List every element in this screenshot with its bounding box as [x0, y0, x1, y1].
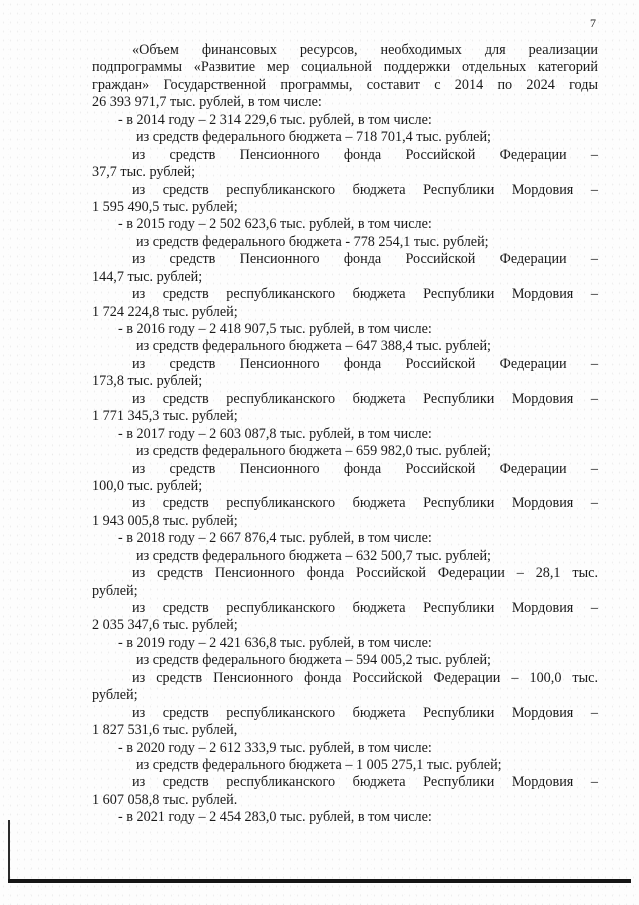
text-line: из средств Пенсионного фонда Российской Федерации –: [132, 251, 598, 268]
text-line: из средств федерального бюджета – 647 388,4 тыс. рублей;: [136, 338, 491, 355]
text-line: - в 2021 году – 2 454 283,0 тыс. рублей, в том числе:: [118, 809, 432, 826]
text-line: из средств федерального бюджета – 594 005,2 тыс. рублей;: [136, 652, 491, 669]
text-line: - в 2019 году – 2 421 636,8 тыс. рублей, в том числе:: [118, 634, 432, 651]
text-line: из средств Пенсионного фонда Российской Федерации –: [132, 146, 598, 163]
text-line: рублей;: [92, 582, 138, 599]
text-line: из средств Пенсионного фонда Российской Федерации –: [132, 460, 598, 477]
page-number: 7: [590, 16, 596, 30]
text-line: «Объем финансовых ресурсов, необходимых для реализации: [132, 42, 598, 58]
text-line: из средств республиканского бюджета Республики Мордовия –: [132, 286, 598, 303]
scan-edge-mark: [8, 820, 10, 882]
text-line: из средств Пенсионного фонда Российской Федерации –: [132, 355, 598, 372]
text-line: из средств республиканского бюджета Республики Мордовия –: [132, 181, 598, 198]
text-line: 37,7 тыс. рублей;: [92, 164, 196, 181]
text-line: из средств федерального бюджета – 1 005 275,1 тыс. рублей;: [136, 756, 502, 773]
text-line: из средств федерального бюджета - 778 254,1 тыс. рублей;: [136, 233, 489, 250]
text-line: 173,8 тыс. рублей;: [92, 373, 203, 390]
text-line: из средств республиканского бюджета Республики Мордовия –: [132, 495, 598, 512]
text-line: 1 827 531,6 тыс. рублей,: [92, 722, 238, 739]
text-line: 2 035 347,6 тыс. рублей;: [92, 617, 238, 634]
text-line: из средств федерального бюджета – 632 500,7 тыс. рублей;: [136, 547, 491, 564]
text-line: 100,0 тыс. рублей;: [92, 477, 203, 494]
text-line: из средств Пенсионного фонда Российской Федерации – 28,1 тыс.: [132, 565, 598, 582]
text-line: 26 393 971,7 тыс. рублей, в том числе:: [92, 94, 322, 111]
text-line: 1 607 058,8 тыс. рублей.: [92, 791, 238, 808]
text-line: 1 943 005,8 тыс. рублей;: [92, 512, 238, 529]
text-line: из средств федерального бюджета – 718 701,4 тыс. рублей;: [136, 129, 491, 146]
text-line: граждан» Государственной программы, составит с 2014 по 2024 годы: [92, 76, 598, 93]
text-line: 1 771 345,3 тыс. рублей;: [92, 408, 238, 425]
text-line: - в 2015 году – 2 502 623,6 тыс. рублей, в том числе:: [118, 216, 432, 233]
text-line: из средств республиканского бюджета Республики Мордовия –: [132, 390, 598, 407]
text-line: из средств республиканского бюджета Республики Мордовия –: [132, 704, 598, 721]
text-line: - в 2020 году – 2 612 333,9 тыс. рублей, в том числе:: [118, 739, 432, 756]
text-line: из средств Пенсионного фонда Российской Федерации – 100,0 тыс.: [132, 669, 598, 686]
text-line: 1 595 490,5 тыс. рублей;: [92, 198, 238, 215]
text-line: из средств республиканского бюджета Республики Мордовия –: [132, 774, 598, 791]
text-line: 144,7 тыс. рублей;: [92, 268, 203, 285]
text-line: 1 724 224,8 тыс. рублей;: [92, 303, 238, 320]
scan-bottom-border: [8, 879, 631, 883]
text-line: из средств республиканского бюджета Республики Мордовия –: [132, 600, 598, 616]
text-line: - в 2018 году – 2 667 876,4 тыс. рублей, в том числе:: [118, 530, 432, 547]
text-line: рублей;: [92, 687, 138, 704]
text-line: - в 2016 году – 2 418 907,5 тыс. рублей, в том числе:: [118, 321, 432, 337]
text-line: - в 2014 году – 2 314 229,6 тыс. рублей, в том числе:: [118, 111, 432, 128]
text-line: из средств федерального бюджета – 659 982,0 тыс. рублей;: [136, 443, 491, 460]
text-line: подпрограммы «Развитие мер социальной поддержки отдельных категорий: [92, 59, 598, 76]
document-body: [92, 42, 598, 827]
text-line: - в 2017 году – 2 603 087,8 тыс. рублей, в том числе:: [118, 425, 432, 442]
